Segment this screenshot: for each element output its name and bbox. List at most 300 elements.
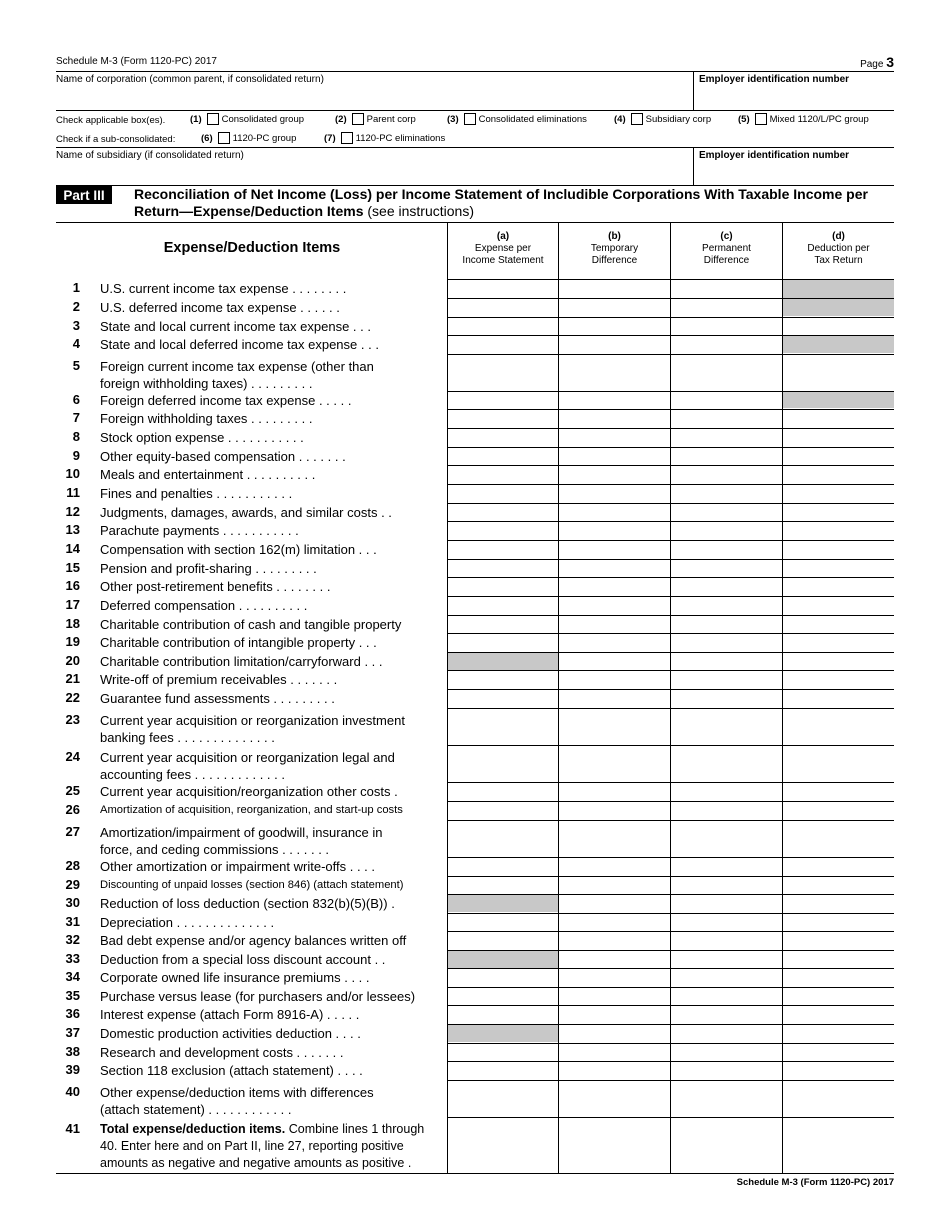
amount-cell-d[interactable] xyxy=(783,969,894,987)
amount-cell-d[interactable] xyxy=(783,1062,894,1080)
line-number: 22 xyxy=(65,690,80,705)
part-title-text: Reconciliation of Net Income (Loss) per Income Statement of Includible Corporations With Taxable Income per Return—Expense/Deduction Items xyxy=(134,186,868,219)
line-text: Depreciation . . . . . . . . . . . . . . xyxy=(100,915,275,930)
amount-cell-d[interactable] xyxy=(783,560,894,577)
amount-cell-b[interactable] xyxy=(559,1062,670,1080)
form-id-footer: Schedule M-3 (Form 1120-PC) 2017 xyxy=(736,1177,894,1188)
amount-cell-d[interactable] xyxy=(783,392,894,409)
line-text-cont: banking fees . . . . . . . . . . . . . . xyxy=(100,730,275,745)
line-text: Bad debt expense and/or agency balances written off xyxy=(100,933,407,948)
column-header-b xyxy=(559,231,670,267)
line-number: 4 xyxy=(72,336,80,351)
amount-cell-d[interactable] xyxy=(783,877,894,894)
line-description xyxy=(100,318,440,335)
column-header-a xyxy=(448,231,558,267)
amount-cell-b[interactable] xyxy=(559,522,670,540)
amount-cell-c[interactable] xyxy=(671,858,782,876)
line-description xyxy=(100,1121,440,1172)
line-text: Current year acquisition or reorganization investment xyxy=(100,713,405,728)
amount-cell-a[interactable] xyxy=(448,355,558,391)
amount-cell-c[interactable] xyxy=(671,392,782,409)
amount-cell-d[interactable] xyxy=(783,895,894,913)
amount-cell-a[interactable] xyxy=(448,485,558,503)
line-number: 2 xyxy=(72,299,80,314)
line-number: 21 xyxy=(65,671,80,686)
amount-cell-d[interactable] xyxy=(783,616,894,633)
check-label: Parent corp xyxy=(366,113,416,125)
amount-cell-c[interactable] xyxy=(671,1118,782,1173)
amount-cell-b[interactable] xyxy=(559,578,670,596)
line-text-cont: amounts as negative and negative amounts as positive . xyxy=(100,1156,412,1170)
line-number: 38 xyxy=(65,1044,80,1059)
amount-cell-b[interactable] xyxy=(559,1025,670,1043)
line-text-cont: foreign withholding taxes) . . . . . . . . . xyxy=(100,376,313,391)
amount-cell-c[interactable] xyxy=(671,429,782,447)
check-mixed-group[interactable] xyxy=(738,113,869,125)
amount-cell-c[interactable] xyxy=(671,504,782,521)
amount-cell-b[interactable] xyxy=(559,318,670,335)
amount-cell-d[interactable] xyxy=(783,597,894,615)
check-num: (1) xyxy=(190,113,202,125)
column-header-d xyxy=(783,231,894,267)
amount-cell-d[interactable] xyxy=(783,709,894,745)
line-description xyxy=(100,1025,440,1042)
amount-cell-b[interactable] xyxy=(559,466,670,484)
amount-cell-a[interactable] xyxy=(448,914,558,931)
line-number: 6 xyxy=(72,392,80,407)
line-text: Purchase versus lease (for purchasers and/or lessees) xyxy=(100,989,416,1004)
amount-cell-c[interactable] xyxy=(671,560,782,577)
amount-cell-d[interactable] xyxy=(783,1006,894,1024)
amount-cell-c[interactable] xyxy=(671,709,782,745)
amount-cell-c[interactable] xyxy=(671,821,782,857)
line-text: Discounting of unpaid losses (section 846) (attach statement) xyxy=(100,879,404,891)
amount-cell-d[interactable] xyxy=(783,802,894,820)
checkbox[interactable] xyxy=(464,113,476,125)
line-number: 37 xyxy=(65,1025,80,1040)
line-number: 10 xyxy=(65,466,80,481)
amount-cell-b[interactable] xyxy=(559,858,670,876)
amount-cell-a[interactable] xyxy=(448,392,558,409)
amount-cell-a[interactable] xyxy=(448,1118,558,1173)
amount-cell-c[interactable] xyxy=(671,802,782,820)
amount-cell-c[interactable] xyxy=(671,448,782,465)
amount-cell-d[interactable] xyxy=(783,1081,894,1117)
amount-cell-b[interactable] xyxy=(559,709,670,745)
line-text: Guarantee fund assessments . . . . . . . . . xyxy=(100,691,335,706)
amount-cell-a[interactable] xyxy=(448,1062,558,1080)
amount-cell-c[interactable] xyxy=(671,1062,782,1080)
line-number: 5 xyxy=(72,358,80,373)
column-letter: (a) xyxy=(496,231,510,242)
amount-cell-c[interactable] xyxy=(671,746,782,782)
amount-cell-b[interactable] xyxy=(559,671,670,689)
amount-cell-b[interactable] xyxy=(559,690,670,708)
amount-cell-d[interactable] xyxy=(783,485,894,503)
amount-cell-a[interactable] xyxy=(448,951,558,968)
line-number: 12 xyxy=(65,504,80,519)
line-number: 8 xyxy=(72,429,80,444)
amount-cell-c[interactable] xyxy=(671,951,782,968)
column-letter: (c) xyxy=(720,231,733,242)
amount-cell-c[interactable] xyxy=(671,877,782,894)
amount-cell-a[interactable] xyxy=(448,299,558,317)
line-description xyxy=(100,858,440,875)
amount-cell-c[interactable] xyxy=(671,541,782,559)
amount-cell-a[interactable] xyxy=(448,1081,558,1117)
amount-cell-d[interactable] xyxy=(783,914,894,931)
amount-cell-a[interactable] xyxy=(448,746,558,782)
line-description xyxy=(100,712,440,746)
amount-cell-d[interactable] xyxy=(783,299,894,317)
amount-cell-a[interactable] xyxy=(448,858,558,876)
amount-cell-b[interactable] xyxy=(559,877,670,894)
check-parent-corp[interactable] xyxy=(335,113,416,125)
line-text: Other expense/deduction items with differences xyxy=(100,1085,374,1100)
corp-name-label: Name of corporation (common parent, if consolidated return) xyxy=(56,74,324,85)
part-label: Part III xyxy=(56,186,112,204)
amount-cell-d[interactable] xyxy=(783,821,894,857)
line-number: 36 xyxy=(65,1006,80,1021)
line-description xyxy=(100,783,440,800)
amount-cell-a[interactable] xyxy=(448,988,558,1005)
amount-cell-a[interactable] xyxy=(448,429,558,447)
amount-cell-a[interactable] xyxy=(448,802,558,820)
line-description xyxy=(100,578,440,595)
amount-cell-b[interactable] xyxy=(559,485,670,503)
check-num: (4) xyxy=(614,113,626,125)
amount-cell-a[interactable] xyxy=(448,504,558,521)
name-row-rule xyxy=(56,110,894,111)
line-description xyxy=(100,824,440,858)
amount-cell-a[interactable] xyxy=(448,895,558,913)
amount-cell-c[interactable] xyxy=(671,597,782,615)
line-description xyxy=(100,634,440,651)
amount-cell-a[interactable] xyxy=(448,1025,558,1043)
amount-cell-b[interactable] xyxy=(559,280,670,298)
line-number: 14 xyxy=(65,541,80,556)
line-description xyxy=(100,358,440,392)
checkbox[interactable] xyxy=(218,132,230,144)
amount-cell-d[interactable] xyxy=(783,318,894,335)
line-text: Amortization/impairment of goodwill, insurance in xyxy=(100,825,383,840)
column-line1: Expense per xyxy=(474,243,532,254)
line-text: Charitable contribution of intangible property . . . xyxy=(100,635,377,650)
amount-cell-b[interactable] xyxy=(559,448,670,465)
line-number: 13 xyxy=(65,522,80,537)
amount-cell-d[interactable] xyxy=(783,541,894,559)
line-text-cont: accounting fees . . . . . . . . . . . . . xyxy=(100,767,285,782)
amount-cell-b[interactable] xyxy=(559,541,670,559)
checkbox[interactable] xyxy=(755,113,767,125)
column-header-c xyxy=(671,231,782,267)
amount-cell-b[interactable] xyxy=(559,1044,670,1061)
check-label: Mixed 1120/L/PC group xyxy=(769,113,869,125)
check-consolidated-eliminations[interactable] xyxy=(447,113,587,125)
amount-cell-b[interactable] xyxy=(559,355,670,391)
amount-cell-b[interactable] xyxy=(559,951,670,968)
line-number: 30 xyxy=(65,895,80,910)
line-description xyxy=(100,466,440,483)
line-description xyxy=(100,914,440,931)
amount-cell-d[interactable] xyxy=(783,671,894,689)
amount-cell-c[interactable] xyxy=(671,690,782,708)
amount-cell-a[interactable] xyxy=(448,541,558,559)
amount-cell-b[interactable] xyxy=(559,634,670,652)
column-line1: Deduction per xyxy=(807,243,870,254)
amount-cell-c[interactable] xyxy=(671,522,782,540)
amount-cell-d[interactable] xyxy=(783,1044,894,1061)
line-description xyxy=(100,560,440,577)
amount-cell-b[interactable] xyxy=(559,504,670,521)
amount-cell-b[interactable] xyxy=(559,988,670,1005)
amount-cell-b[interactable] xyxy=(559,783,670,801)
amount-cell-a[interactable] xyxy=(448,690,558,708)
line-description xyxy=(100,280,440,297)
amount-cell-c[interactable] xyxy=(671,280,782,298)
check-subsidiary-corp[interactable] xyxy=(614,113,711,125)
line-description xyxy=(100,1084,440,1118)
amount-cell-c[interactable] xyxy=(671,336,782,354)
line-text: Compensation with section 162(m) limitation . . . xyxy=(100,542,377,557)
amount-cell-a[interactable] xyxy=(448,877,558,894)
amount-cell-b[interactable] xyxy=(559,616,670,633)
line-description xyxy=(100,504,440,521)
check-1120pc-eliminations[interactable] xyxy=(324,132,445,144)
line-number: 23 xyxy=(65,712,80,727)
amount-cell-b[interactable] xyxy=(559,914,670,931)
amount-cell-d[interactable] xyxy=(783,429,894,447)
amount-cell-b[interactable] xyxy=(559,932,670,950)
amount-cell-c[interactable] xyxy=(671,969,782,987)
line-number: 31 xyxy=(65,914,80,929)
amount-cell-c[interactable] xyxy=(671,1025,782,1043)
line-description xyxy=(100,877,440,894)
amount-cell-d[interactable] xyxy=(783,504,894,521)
amount-cell-a[interactable] xyxy=(448,783,558,801)
amount-cell-d[interactable] xyxy=(783,336,894,354)
amount-cell-a[interactable] xyxy=(448,616,558,633)
line-description xyxy=(100,429,440,446)
amount-cell-b[interactable] xyxy=(559,895,670,913)
checkbox[interactable] xyxy=(341,132,353,144)
line-number: 15 xyxy=(65,560,80,575)
checkbox[interactable] xyxy=(631,113,643,125)
amount-cell-c[interactable] xyxy=(671,466,782,484)
amount-cell-b[interactable] xyxy=(559,969,670,987)
amount-cell-a[interactable] xyxy=(448,448,558,465)
line-text: Domestic production activities deduction . . . . xyxy=(100,1026,361,1041)
amount-cell-d[interactable] xyxy=(783,1025,894,1043)
amount-cell-d[interactable] xyxy=(783,951,894,968)
amount-cell-a[interactable] xyxy=(448,522,558,540)
line-text: Judgments, damages, awards, and similar costs . . xyxy=(100,505,392,520)
amount-cell-c[interactable] xyxy=(671,355,782,391)
amount-cell-c[interactable] xyxy=(671,1044,782,1061)
amount-cell-a[interactable] xyxy=(448,932,558,950)
amount-cell-c[interactable] xyxy=(671,653,782,670)
amount-cell-b[interactable] xyxy=(559,653,670,670)
amount-cell-d[interactable] xyxy=(783,653,894,670)
amount-cell-d[interactable] xyxy=(783,466,894,484)
header-rule xyxy=(56,71,894,72)
amount-cell-d[interactable] xyxy=(783,522,894,540)
line-text: Research and development costs . . . . . . . xyxy=(100,1045,344,1060)
amount-cell-a[interactable] xyxy=(448,466,558,484)
amount-cell-b[interactable] xyxy=(559,821,670,857)
line-description xyxy=(100,932,440,949)
amount-cell-b[interactable] xyxy=(559,560,670,577)
line-text: Meals and entertainment . . . . . . . . . . xyxy=(100,467,316,482)
amount-cell-a[interactable] xyxy=(448,709,558,745)
line-text: Current year acquisition or reorganization legal and xyxy=(100,750,395,765)
line-text: Other post-retirement benefits . . . . . . . . xyxy=(100,579,331,594)
amount-cell-b[interactable] xyxy=(559,1118,670,1173)
amount-cell-a[interactable] xyxy=(448,634,558,652)
amount-cell-d[interactable] xyxy=(783,746,894,782)
sub-ein-label: Employer identification number xyxy=(699,150,850,161)
table-bottom-rule xyxy=(56,1173,894,1174)
amount-cell-b[interactable] xyxy=(559,746,670,782)
sub-name-label: Name of subsidiary (if consolidated return) xyxy=(56,150,244,161)
check-1120pc-group[interactable] xyxy=(201,132,296,144)
line-text: Foreign current income tax expense (other than xyxy=(100,359,374,374)
amount-cell-c[interactable] xyxy=(671,1081,782,1117)
line-description xyxy=(100,802,440,819)
line-text: Write-off of premium receivables . . . . . . . xyxy=(100,672,338,687)
line-number: 27 xyxy=(65,824,80,839)
line-number: 19 xyxy=(65,634,80,649)
line-text-bold: Total expense/deduction items. xyxy=(100,1122,286,1136)
amount-cell-d[interactable] xyxy=(783,858,894,876)
subcons-label: Check if a sub-consolidated: xyxy=(56,134,176,145)
amount-cell-d[interactable] xyxy=(783,355,894,391)
checkbox[interactable] xyxy=(207,113,219,125)
line-number: 29 xyxy=(65,877,80,892)
amount-cell-b[interactable] xyxy=(559,597,670,615)
amount-cell-a[interactable] xyxy=(448,1044,558,1061)
part-bottom-rule xyxy=(56,222,894,223)
amount-cell-b[interactable] xyxy=(559,299,670,317)
amount-cell-d[interactable] xyxy=(783,988,894,1005)
line-description xyxy=(100,541,440,558)
ein-label: Employer identification number xyxy=(699,74,850,85)
amount-cell-a[interactable] xyxy=(448,653,558,670)
line-description xyxy=(100,671,440,688)
line-description xyxy=(100,653,440,670)
line-text: Fines and penalties . . . . . . . . . . . xyxy=(100,486,293,501)
column-letter: (b) xyxy=(608,231,621,242)
amount-cell-a[interactable] xyxy=(448,821,558,857)
amount-cell-d[interactable] xyxy=(783,448,894,465)
amount-cell-a[interactable] xyxy=(448,671,558,689)
amount-cell-b[interactable] xyxy=(559,392,670,409)
check-label: Subsidiary corp xyxy=(645,113,712,125)
amount-cell-c[interactable] xyxy=(671,671,782,689)
amount-cell-d[interactable] xyxy=(783,932,894,950)
amount-cell-c[interactable] xyxy=(671,485,782,503)
line-description xyxy=(100,392,440,409)
amount-cell-c[interactable] xyxy=(671,914,782,931)
amount-cell-c[interactable] xyxy=(671,410,782,428)
checkbox[interactable] xyxy=(352,113,364,125)
amount-cell-c[interactable] xyxy=(671,895,782,913)
amount-cell-c[interactable] xyxy=(671,616,782,633)
amount-cell-c[interactable] xyxy=(671,318,782,335)
amount-cell-b[interactable] xyxy=(559,1006,670,1024)
amount-cell-c[interactable] xyxy=(671,299,782,317)
amount-cell-a[interactable] xyxy=(448,280,558,298)
amount-cell-a[interactable] xyxy=(448,560,558,577)
line-description xyxy=(100,336,440,353)
line-number: 28 xyxy=(65,858,80,873)
amount-cell-d[interactable] xyxy=(783,634,894,652)
amount-cell-d[interactable] xyxy=(783,1118,894,1173)
column-letter: (d) xyxy=(832,231,845,242)
amount-cell-b[interactable] xyxy=(559,802,670,820)
amount-cell-c[interactable] xyxy=(671,634,782,652)
line-text: Stock option expense . . . . . . . . . . . xyxy=(100,430,304,445)
amount-cell-a[interactable] xyxy=(448,578,558,596)
amount-cell-c[interactable] xyxy=(671,783,782,801)
check-num: (7) xyxy=(324,132,336,144)
amount-cell-b[interactable] xyxy=(559,410,670,428)
line-text: Combine lines 1 through xyxy=(288,1122,425,1136)
line-text: Other equity-based compensation . . . . . . . xyxy=(100,449,346,464)
line-text-cont: (attach statement) . . . . . . . . . . . . xyxy=(100,1102,292,1117)
line-text: Pension and profit-sharing . . . . . . . . . xyxy=(100,561,317,576)
column-line2: Difference xyxy=(591,255,638,266)
amount-cell-d[interactable] xyxy=(783,410,894,428)
amount-cell-a[interactable] xyxy=(448,597,558,615)
line-text: Interest expense (attach Form 8916-A) . . . . . xyxy=(100,1007,360,1022)
check-label: 1120-PC group xyxy=(232,132,297,144)
amount-cell-d[interactable] xyxy=(783,578,894,596)
amount-cell-d[interactable] xyxy=(783,690,894,708)
line-text: Reduction of loss deduction (section 832(b)(5)(B)) . xyxy=(100,896,395,911)
line-description xyxy=(100,597,440,614)
line-description xyxy=(100,485,440,502)
part-title xyxy=(134,186,894,220)
line-description xyxy=(100,1044,440,1061)
amount-cell-a[interactable] xyxy=(448,1006,558,1024)
line-text: State and local current income tax expense . . . xyxy=(100,319,371,334)
amount-cell-b[interactable] xyxy=(559,336,670,354)
amount-cell-c[interactable] xyxy=(671,1006,782,1024)
check-num: (6) xyxy=(201,132,213,144)
amount-cell-b[interactable] xyxy=(559,1081,670,1117)
amount-cell-a[interactable] xyxy=(448,969,558,987)
amount-cell-a[interactable] xyxy=(448,410,558,428)
line-number: 41 xyxy=(65,1121,80,1136)
amount-cell-c[interactable] xyxy=(671,988,782,1005)
amount-cell-d[interactable] xyxy=(783,280,894,298)
amount-cell-a[interactable] xyxy=(448,318,558,335)
line-text: Current year acquisition/reorganization other costs . xyxy=(100,784,398,799)
amount-cell-c[interactable] xyxy=(671,578,782,596)
check-applicable-label: Check applicable box(es). xyxy=(56,115,166,126)
check-consolidated-group[interactable] xyxy=(190,113,304,125)
line-text: Deferred compensation . . . . . . . . . . xyxy=(100,598,308,613)
line-description xyxy=(100,522,440,539)
line-text: Corporate owned life insurance premiums . . . . xyxy=(100,970,370,985)
amount-cell-b[interactable] xyxy=(559,429,670,447)
amount-cell-a[interactable] xyxy=(448,336,558,354)
line-number: 17 xyxy=(65,597,80,612)
amount-cell-d[interactable] xyxy=(783,783,894,801)
line-number: 1 xyxy=(72,280,80,295)
amount-cell-c[interactable] xyxy=(671,932,782,950)
